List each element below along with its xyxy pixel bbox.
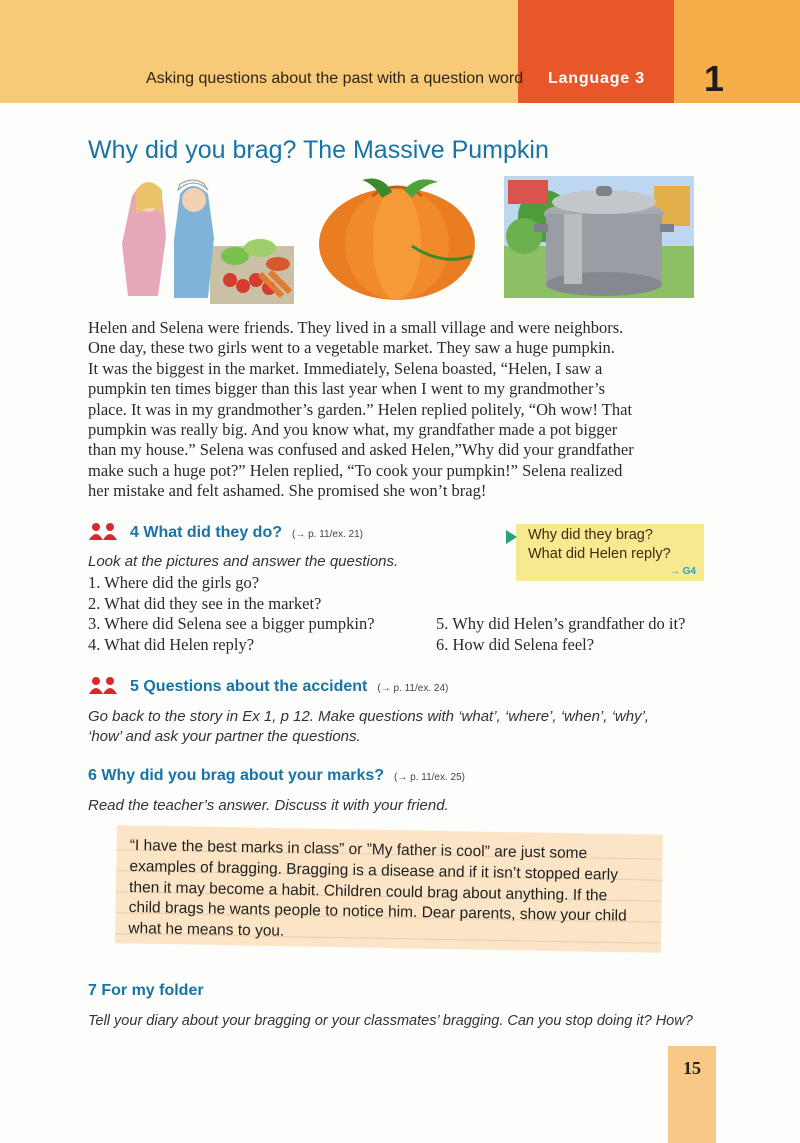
question-item: 5. Why did Helen’s grandfather do it? xyxy=(436,614,686,633)
grammar-reference: → G4 xyxy=(669,566,696,577)
page-title: Why did you brag? The Massive Pumpkin xyxy=(88,136,549,164)
note-line: examples of bragging. Bragging is a disease and if it isn’t stopped early xyxy=(129,857,619,884)
note-line: what he means to you. xyxy=(128,920,285,940)
girls-at-market-illustration xyxy=(110,176,294,304)
story-line: It was the biggest in the market. Immediately, Selena boasted, “Helen, I saw a xyxy=(88,358,603,378)
exercise-6-instruction: Read the teacher’s answer. Discuss it with your friend. xyxy=(88,797,449,814)
exercise-4-instruction: Look at the pictures and answer the questions. xyxy=(88,553,399,570)
pair-work-icon xyxy=(88,676,124,694)
exercise-4-title: 4 What did they do? xyxy=(130,524,282,541)
note-line: then it may become a habit. Children could brag about anything. If the xyxy=(128,878,608,904)
story-line: One day, these two girls went to a vegetable market. They saw a huge pumpkin. xyxy=(88,338,615,358)
exercise-5-ref: (→ p. 11/ex. 24) xyxy=(377,683,449,694)
question-item: 1. Where did the girls go? xyxy=(88,573,260,592)
exercise-5-heading xyxy=(88,676,448,696)
tip-line-1: Why did they brag? xyxy=(528,527,653,543)
story-line: her mistake and felt ashamed. She promised she won’t brag! xyxy=(88,481,487,501)
exercise-4-ref: (→ p. 11/ex. 21) xyxy=(292,529,363,540)
story-line: make such a huge pot?” Helen replied, “To cook your pumpkin!” Selena realized xyxy=(88,460,623,480)
question-item: 4. What did Helen reply? xyxy=(88,635,255,654)
garden-pot-illustration xyxy=(504,176,694,298)
question-item: 2. What did they see in the market? xyxy=(88,594,322,613)
exercise-6-title: 6 Why did you brag about your marks? xyxy=(88,767,385,784)
exercise-7-heading: 7 For my folder xyxy=(88,982,204,999)
header-subtitle: Asking questions about the past with a question word xyxy=(146,70,524,87)
pair-work-icon xyxy=(88,522,124,540)
tip-line-2: What did Helen reply? xyxy=(528,546,671,562)
exercise-5-title: 5 Questions about the accident xyxy=(130,678,368,695)
question-item: 3. Where did Selena see a bigger pumpkin? xyxy=(88,614,375,633)
story-line: than my house.” Selena was confused and asked Helen,”Why did your grandfather xyxy=(88,440,634,460)
note-line: “I have the best marks in class” or ”My father is cool” are just some xyxy=(129,836,588,862)
exercise-6-heading xyxy=(88,767,465,785)
section-label: Language 3 xyxy=(548,70,645,87)
story-line: pumpkin ten times bigger than this last year when I went to my grandmother’s xyxy=(88,379,606,399)
exercise-5-instruction-2: ‘how’ and ask your partner the questions. xyxy=(88,728,361,745)
unit-number-block xyxy=(674,0,800,103)
exercise-4-heading xyxy=(88,522,363,542)
note-line: child brags he wants people to notice him. Dear parents, show your child xyxy=(128,899,627,926)
grammar-tip-box xyxy=(516,524,704,581)
story-line: Helen and Selena were friends. They lived in a small village and were neighbors. xyxy=(88,318,624,337)
play-arrow-icon xyxy=(506,530,517,544)
pumpkin-illustration xyxy=(312,176,482,304)
story-line: place. It was in my grandmother’s garden.” Helen replied politely, “Oh wow! That xyxy=(88,399,633,419)
exercise-6-ref: (→ p. 11/ex. 25) xyxy=(394,772,466,783)
story-line: pumpkin was really big. And you know what, my grandfather made a pot bigger xyxy=(88,420,618,440)
story-text xyxy=(88,318,708,502)
exercise-5-instruction-1: Go back to the story in Ex 1, p 12. Make questions with ‘what’, ‘where’, ‘when’, ‘why’, xyxy=(88,708,650,725)
exercise-7-instruction: Tell your diary about your bragging or your classmates’ bragging. Can you stop doing it? How? xyxy=(88,1013,693,1029)
question-item: 6. How did Selena feel? xyxy=(436,635,595,654)
unit-number: 1 xyxy=(704,58,725,99)
teacher-note-text xyxy=(128,836,660,949)
page-number: 15 xyxy=(683,1058,701,1078)
